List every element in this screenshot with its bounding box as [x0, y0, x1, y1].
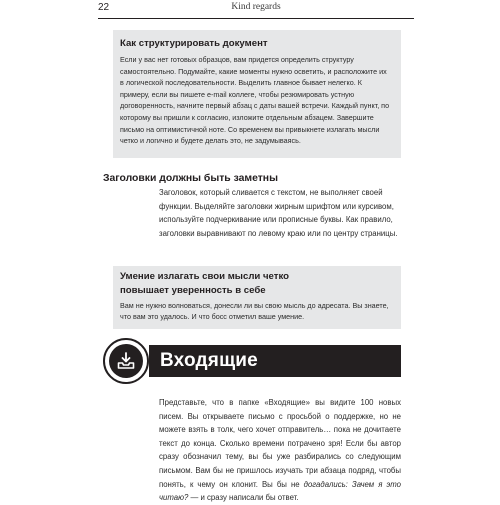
page-number: 22 [98, 2, 110, 13]
chapter-body-italic: догадались: Зачем я это читаю? [159, 479, 401, 503]
inbox-tray-icon [116, 351, 136, 371]
note-title-line: Умение излагать свои мысли четко [120, 271, 290, 282]
chapter-body [159, 396, 401, 505]
inbox-badge [103, 338, 149, 384]
note-title [120, 270, 392, 298]
note-box-confidence [113, 266, 401, 329]
chapter-body-text: — и сразу написали бы ответ. [188, 493, 299, 503]
section-body: Заголовок, который сливается с текстом, не выполняет своей функции. Выделяйте заголовки жирным шрифтом или курсивом, используйте подчеркивание или прописные буквы. Как правило, заголовки выравнивают по левому краю или по центру страницы. [159, 188, 398, 238]
running-title: Kind regards [231, 2, 281, 12]
running-head [98, 0, 414, 19]
inbox-badge-inner [109, 344, 143, 378]
note-body: Вам не нужно волноваться, донесли ли вы свою мысль до адресата. Вы знаете, что вам это удалось. И что босс отметил ваше умение. [120, 301, 389, 322]
note-body: Если у вас нет готовых образцов, вам придется определить структуру самостоятельно. Подумайте, какие моменты нужно осветить, и расположите их в логической последовательности. Выделить главное бывает нелегко. К примеру, если вы пишете e-mail коллеге, чтобы резюмировать устную договоренность, начните первый абзац с даты вашей встречи. Каждый пункт, по которому вы пришли к согласию, изложите отдельным абзацем. Завершите письмо на оптимистичной ноте. Со временем вы привыкнете излагать мысли четко и логично и будете делать это, не задумываясь. [120, 55, 390, 146]
chapter-title: Входящие [160, 350, 258, 371]
note-box-structure [113, 30, 401, 158]
chapter-body-text: Представьте, что в папке «Входящие» вы видите 100 новых писем. Вы открываете письмо с просьбой о поддержке, но не можете взять в толк, чего хочет отправитель… пока не дочитаете текст до конца. Сколько времени потрачено зря! Если бы автор сразу обозначил тему, вы бы уже разбирались со следующим письмом. Вам бы не пришлось изучать три абзаца подряд, чтобы понять, к чему он клонит. Вы бы не [159, 398, 401, 489]
section-heading: Заголовки должны быть заметны [103, 173, 278, 184]
note-title-line: повышает уверенность в себе [120, 285, 266, 296]
note-title: Как структурировать документ [120, 38, 268, 49]
